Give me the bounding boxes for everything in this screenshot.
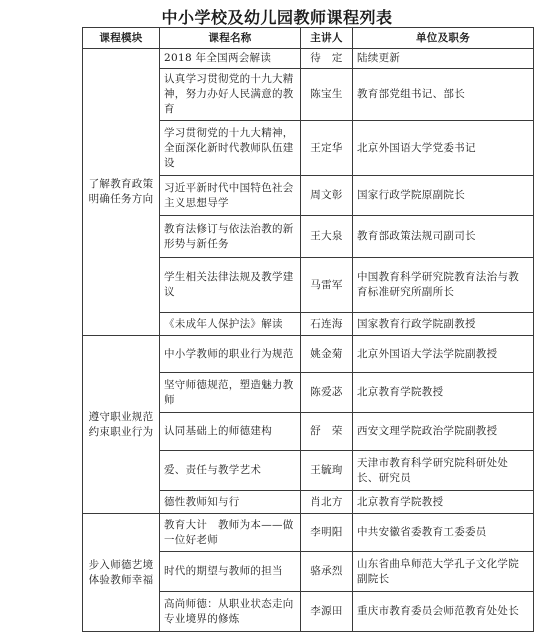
course-table [82,27,534,632]
organization: 天津市教育科学研究院科研处处长、研究员 [353,451,534,491]
organization: 国家教育行政学院副教授 [353,313,534,336]
course-name: 认真学习贯彻党的十九大精神，努力办好人民满意的教育 [160,69,301,121]
course-name: 《未成年人保护法》解读 [160,313,301,336]
organization: 陆续更新 [353,49,534,69]
table-row [83,49,534,69]
organization: 西安文理学院政治学院副教授 [353,413,534,451]
course-name: 习近平新时代中国特色社会主义思想导学 [160,176,301,216]
module-cell: 遵守职业规范约束职业行为 [83,336,160,514]
organization: 北京外国语大学法学院副教授 [353,336,534,373]
speaker: 李明阳 [301,514,353,552]
organization: 教育部党组书记、部长 [353,69,534,121]
organization: 中共安徽省委教育工委委员 [353,514,534,552]
course-name: 高尚师德：从职业状态走向专业境界的修炼 [160,592,301,632]
module-cell: 了解教育政策明确任务方向 [83,49,160,336]
speaker: 石连海 [301,313,353,336]
organization: 北京外国语大学党委书记 [353,121,534,176]
course-name: 德性教师知与行 [160,491,301,514]
organization: 重庆市教育委员会师范教育处处长 [353,592,534,632]
course-name: 教育法修订与依法治教的新形势与新任务 [160,216,301,258]
speaker: 舒 荣 [301,413,353,451]
course-name: 时代的期望与教师的担当 [160,552,301,592]
speaker: 王大泉 [301,216,353,258]
speaker: 肖北方 [301,491,353,514]
course-name: 教育大计 教师为本——做一位好老师 [160,514,301,552]
speaker: 李源田 [301,592,353,632]
speaker: 王毓珣 [301,451,353,491]
header-module: 课程模块 [83,28,160,49]
course-name: 学生相关法律法规及教学建议 [160,258,301,313]
course-name: 学习贯彻党的十九大精神，全面深化新时代教师队伍建设 [160,121,301,176]
course-name: 爱、责任与教学艺术 [160,451,301,491]
header-org: 单位及职务 [353,28,534,49]
speaker: 陈宝生 [301,69,353,121]
organization: 教育部政策法规司副司长 [353,216,534,258]
course-name: 2018 年全国两会解读 [160,49,301,69]
speaker: 待 定 [301,49,353,69]
organization: 国家行政学院原副院长 [353,176,534,216]
organization: 北京教育学院教授 [353,373,534,413]
speaker: 陈爱苾 [301,373,353,413]
organization: 山东省曲阜师范大学孔子文化学院副院长 [353,552,534,592]
course-name: 认同基础上的师德建构 [160,413,301,451]
header-speaker: 主讲人 [301,28,353,49]
speaker: 姚金菊 [301,336,353,373]
speaker: 骆承烈 [301,552,353,592]
table-row [83,514,534,552]
course-name: 坚守师德规范，塑造魅力教师 [160,373,301,413]
course-name: 中小学教师的职业行为规范 [160,336,301,373]
header-course: 课程名称 [160,28,301,49]
table-header-row [83,28,534,49]
table-row [83,336,534,373]
page-title: 中小学校及幼儿园教师课程列表 [161,8,393,27]
speaker: 马雷军 [301,258,353,313]
organization: 北京教育学院教授 [353,491,534,514]
speaker: 王定华 [301,121,353,176]
speaker: 周文彰 [301,176,353,216]
organization: 中国教育科学研究院教育法治与教育标准研究所副所长 [353,258,534,313]
module-cell: 步入师德艺境体验教师幸福 [83,514,160,632]
